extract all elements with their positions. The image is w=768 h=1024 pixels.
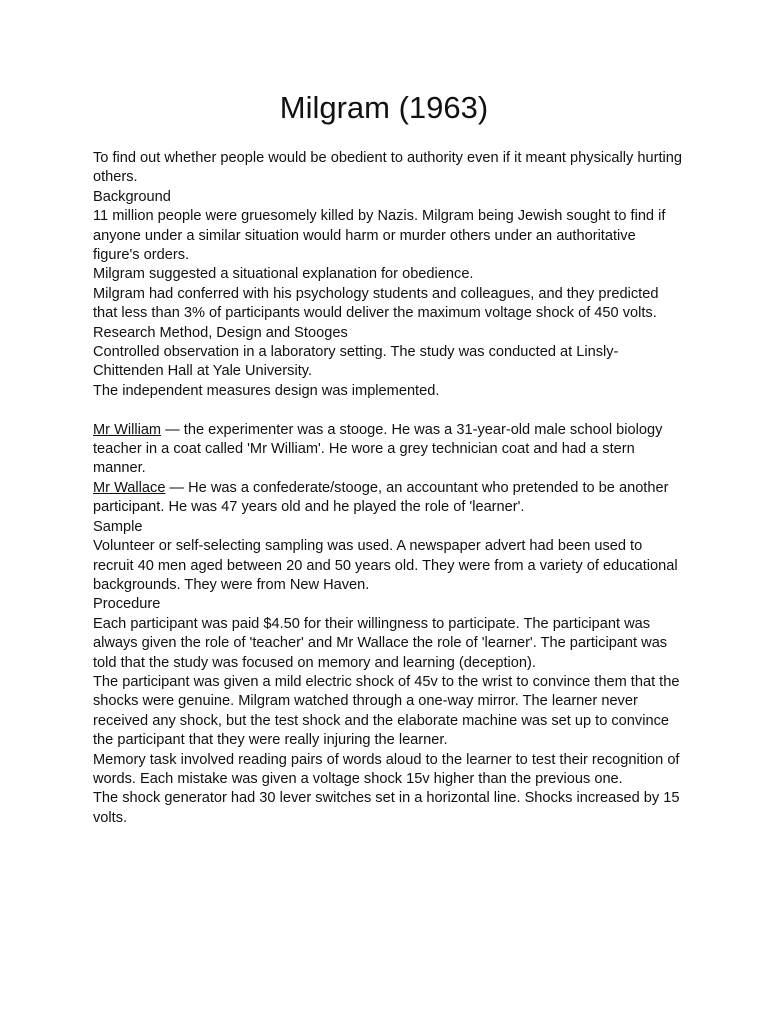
procedure-heading: Procedure xyxy=(93,596,161,613)
method-paragraph-1: Controlled observation in a laboratory setting. The study was conducted at Linsly-Chittenden Hall at Yale University. xyxy=(93,344,619,380)
wallace-name: Mr Wallace xyxy=(93,479,166,496)
procedure-paragraph-4: The shock generator had 30 lever switches set in a horizontal line. Shocks increased by 15 volts. xyxy=(93,790,680,826)
wallace-paragraph xyxy=(93,479,685,518)
sample-heading: Sample xyxy=(93,518,143,535)
page-title: Milgram (1963) xyxy=(279,90,489,125)
blank-line xyxy=(93,401,685,420)
method-heading: Research Method, Design and Stooges xyxy=(93,324,348,341)
william-name: Mr William xyxy=(93,421,162,438)
background-paragraph-2: Milgram suggested a situational explanation for obedience. xyxy=(93,266,474,283)
aim-paragraph: To find out whether people would be obedient to authority even if it meant physically hurting others. xyxy=(93,150,682,186)
procedure-paragraph-1: Each participant was paid $4.50 for their willingness to participate. The participant was always given the role of 'teacher' and Mr Wallace the role of 'learner'. The participant was told that the study was focused on memory and learning (deception). xyxy=(93,615,668,671)
procedure-paragraph-3: Memory task involved reading pairs of words aloud to the learner to test their recognition of words. Each mistake was given a voltage shock 15v higher than the previous one. xyxy=(93,751,680,787)
procedure-paragraph-2: The participant was given a mild electric shock of 45v to the wrist to convince them that the shocks were genuine. Milgram watched through a one-way mirror. The learner never received any shock, but the test shock and the elaborate machine was set up to convince the participant that they were really injuring the learner. xyxy=(93,673,680,749)
background-paragraph-3: Milgram had conferred with his psychology students and colleagues, and they predicted that less than 3% of participants would deliver the maximum voltage shock of 450 volts. xyxy=(93,285,659,322)
william-description: — the experimenter was a stooge. He was a 31-year-old male school biology teacher in a coat called 'Mr William'. He wore a grey technician coat and had a stern manner. xyxy=(93,421,663,477)
document-body xyxy=(93,149,685,828)
background-paragraph-1: 11 million people were gruesomely killed by Nazis. Milgram being Jewish sought to find if anyone under a similar situation would harm or murder others under an authoritative figure's orders. xyxy=(93,208,666,264)
william-paragraph xyxy=(93,421,685,479)
method-paragraph-2: The independent measures design was implemented. xyxy=(93,382,440,399)
wallace-description: — He was a confederate/stooge, an accountant who pretended to be another participant. He was 47 years old and he played the role of 'learner'. xyxy=(93,479,669,516)
background-heading: Background xyxy=(93,188,171,205)
sample-paragraph-1: Volunteer or self-selecting sampling was used. A newspaper advert had been used to recruit 40 men aged between 20 and 50 years old. They were from a variety of educational backgrounds. They were from New Haven. xyxy=(93,538,678,593)
